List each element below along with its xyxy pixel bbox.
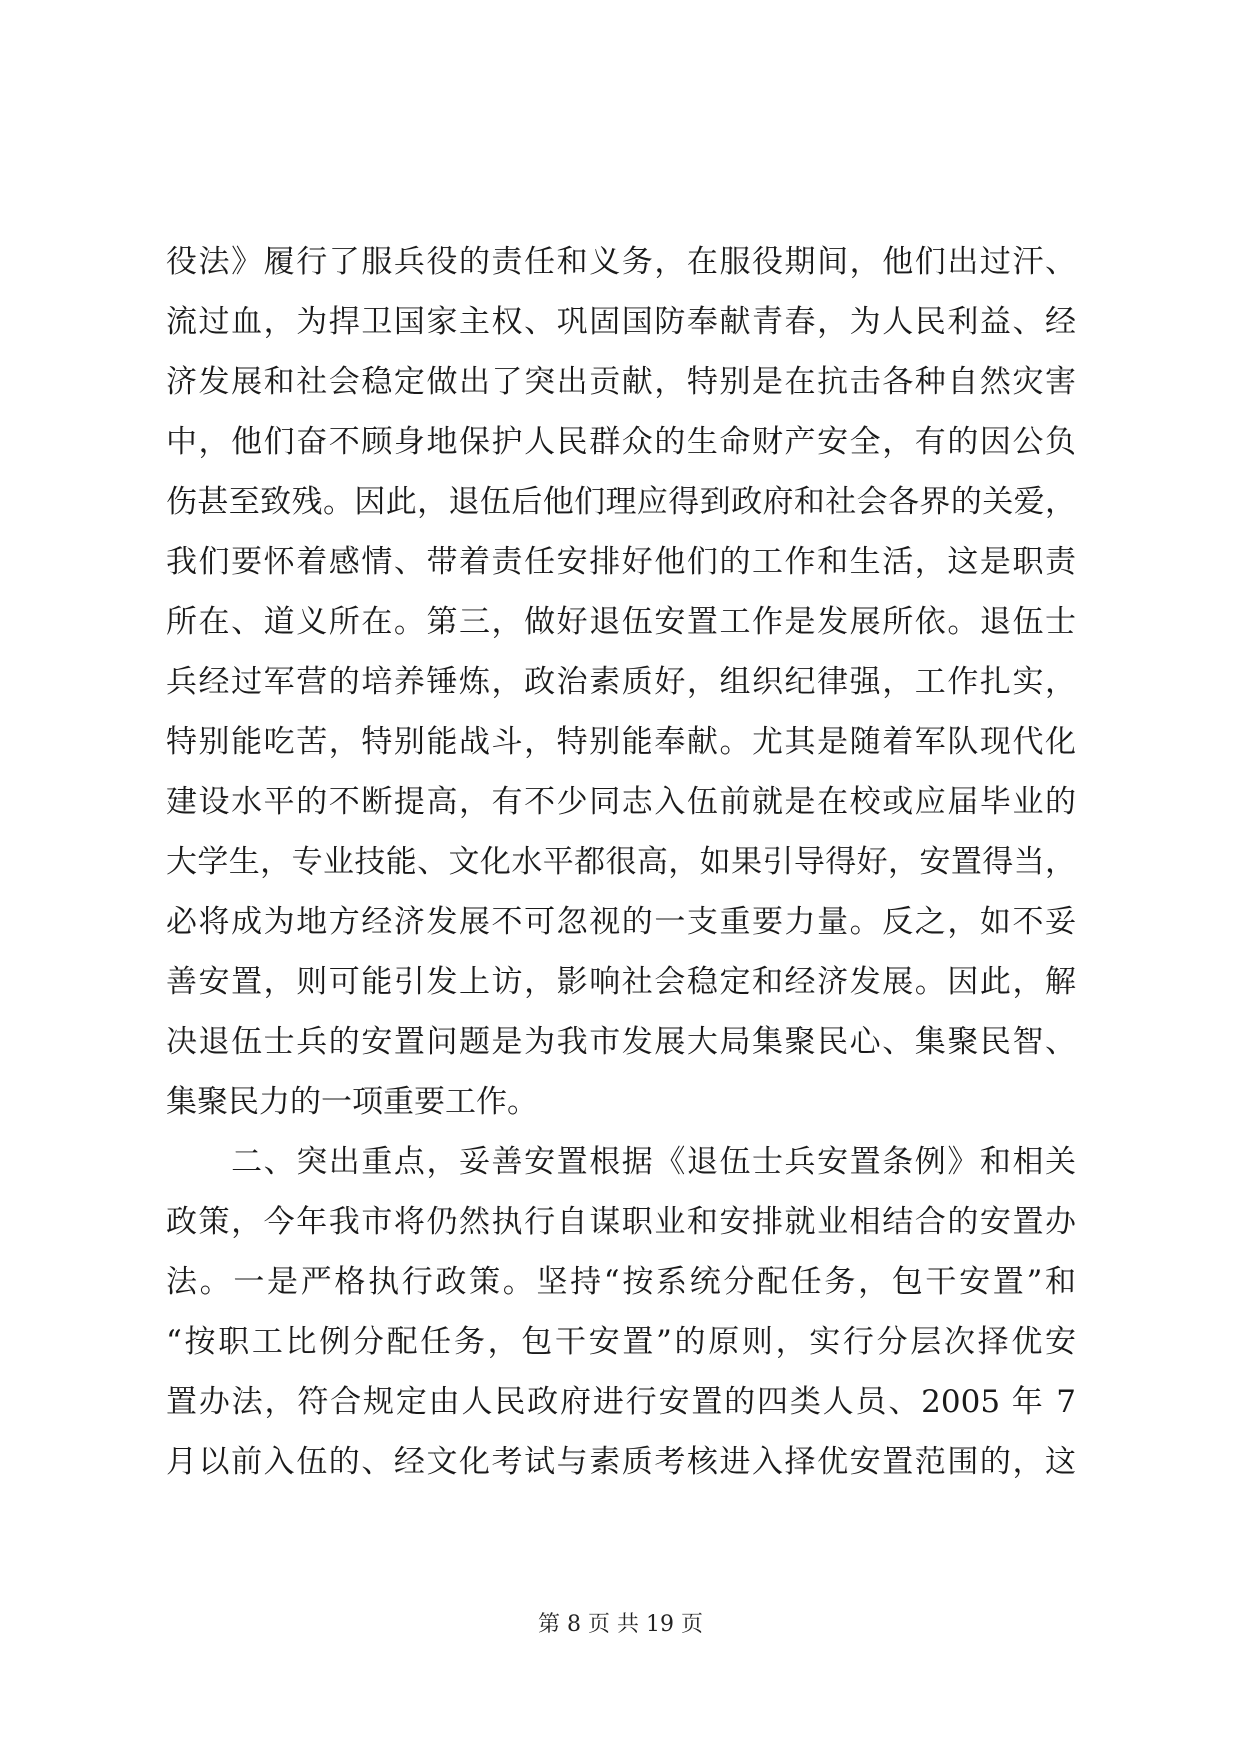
text-line: 二、突出重点，妥善安置根据《退伍士兵安置条例》和相关 bbox=[166, 1144, 1076, 1180]
text-line: 兵经过军营的培养锤炼，政治素质好，组织纪律强，工作扎实， bbox=[166, 664, 1076, 700]
text-line: “按职工比例分配任务，包干安置”的原则，实行分层次择优安 bbox=[166, 1324, 1076, 1360]
text-line: 我们要怀着感情、带着责任安排好他们的工作和生活，这是职责 bbox=[166, 544, 1076, 580]
page-number-footer: 第 8 页 共 19 页 bbox=[538, 1612, 703, 1637]
text-line: 役法》履行了服兵役的责任和义务，在服役期间，他们出过汗、 bbox=[166, 244, 1076, 280]
body-text bbox=[166, 232, 1076, 1492]
text-line: 中，他们奋不顾身地保护人民群众的生命财产安全，有的因公负 bbox=[166, 424, 1076, 460]
text-line: 法。一是严格执行政策。坚持“按系统分配任务，包干安置”和 bbox=[166, 1264, 1076, 1300]
text-line: 集聚民力的一项重要工作。 bbox=[166, 1084, 538, 1120]
text-line: 济发展和社会稳定做出了突出贡献，特别是在抗击各种自然灾害 bbox=[166, 364, 1076, 400]
text-line: 流过血，为捍卫国家主权、巩固国防奉献青春，为人民利益、经 bbox=[166, 304, 1076, 340]
text-line: 月以前入伍的、经文化考试与素质考核进入择优安置范围的，这 bbox=[166, 1444, 1076, 1480]
text-line: 置办法，符合规定由人民政府进行安置的四类人员、2005 年 7 bbox=[166, 1384, 1076, 1420]
text-line: 必将成为地方经济发展不可忽视的一支重要力量。反之，如不妥 bbox=[166, 904, 1076, 940]
text-line: 所在、道义所在。第三，做好退伍安置工作是发展所依。退伍士 bbox=[166, 604, 1076, 640]
text-line: 特别能吃苦，特别能战斗，特别能奉献。尤其是随着军队现代化 bbox=[166, 724, 1076, 760]
text-line: 政策，今年我市将仍然执行自谋职业和安排就业相结合的安置办 bbox=[166, 1204, 1076, 1240]
text-line: 善安置，则可能引发上访，影响社会稳定和经济发展。因此，解 bbox=[166, 964, 1076, 1000]
text-line: 大学生，专业技能、文化水平都很高，如果引导得好，安置得当， bbox=[166, 844, 1076, 880]
text-line: 决退伍士兵的安置问题是为我市发展大局集聚民心、集聚民智、 bbox=[166, 1024, 1076, 1060]
text-line: 伤甚至致残。因此，退伍后他们理应得到政府和社会各界的关爱， bbox=[166, 484, 1076, 520]
text-line: 建设水平的不断提高，有不少同志入伍前就是在校或应届毕业的 bbox=[166, 784, 1076, 820]
